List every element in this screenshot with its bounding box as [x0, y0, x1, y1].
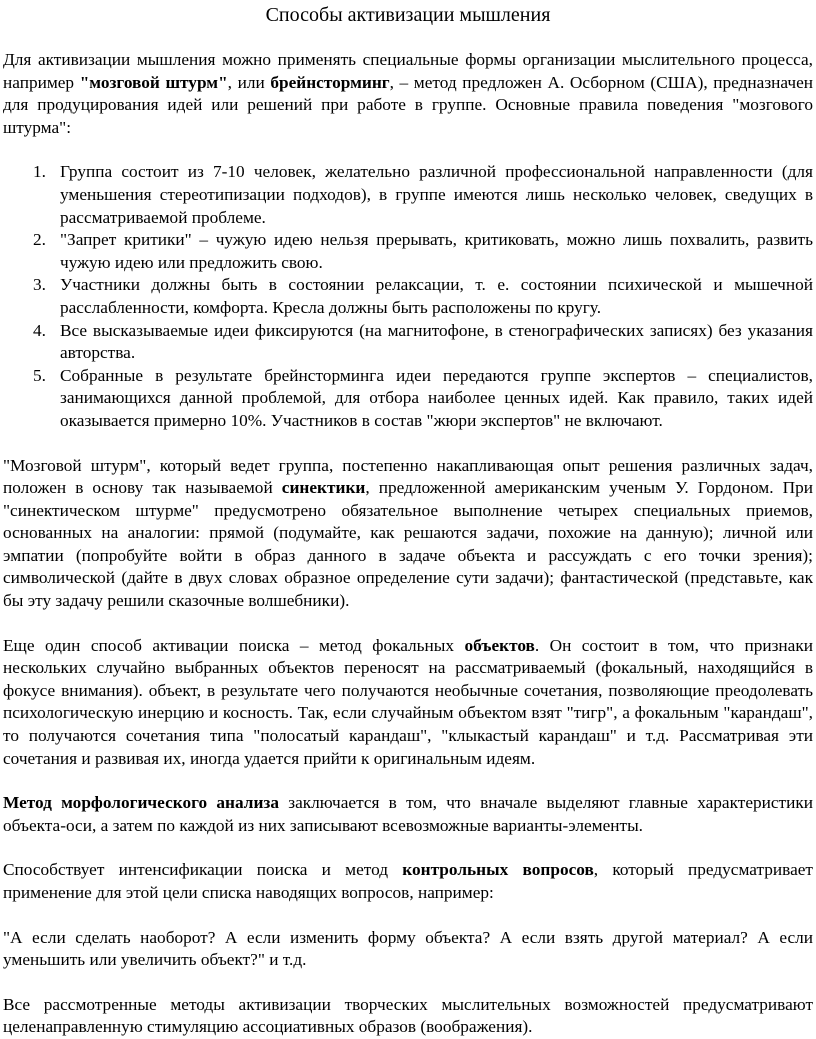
- focal-objects-paragraph: [3, 635, 813, 771]
- list-item-number: 5.: [33, 365, 46, 385]
- list-item-text: Собранные в результате брейнсторминга идеи передаются группе экспертов – специалистов, занимающихся данной проблемой, для отбора наиболее ценных идей. Как правило, таких идей оказывается примерно 10%. Участников в состав "жюри экспертов" не включают.: [60, 365, 813, 430]
- list-item: [3, 274, 813, 319]
- list-item-text: Все высказываемые идеи фиксируются (на магнитофоне, в стенографических записях) без указания авторства.: [60, 320, 813, 363]
- morph-term: Метод морфологического анализа: [3, 793, 280, 813]
- intro-term-brainstorming: брейнсторминг: [270, 72, 390, 92]
- control-text-1: Способствует интенсификации поиска и метод: [3, 860, 403, 880]
- synectics-term: синектики: [281, 478, 366, 498]
- list-item-number: 2.: [33, 230, 46, 250]
- intro-text-3: , – метод предложен А. Осборном (США), предназначен для продуцирования идей или решений при работе в группе. Основные правила поведения "мозгового штурма":: [3, 72, 813, 137]
- list-item-number: 3.: [33, 275, 46, 295]
- rules-list: [3, 161, 813, 432]
- intro-paragraph: [3, 49, 813, 139]
- morph-text: заключается в том, что вначале выделяют главные характеристики объекта-оси, а затем по каждой из них записывают всевозможные варианты-элементы.: [3, 793, 813, 835]
- synectics-text-2: , предложенной американским ученым У. Гордоном. При "синектическом штурме" предусмотрено обязательное выполнение четырех специальных приемов, основанных на аналогии: прямой (подумайте, как решаются задачи, похожие на данную); личной или эмпатии (попробуйте войти в образ данного в задаче объекта и рассуждать с его точки зрения); символической (дайте в двух словах образное определение сути задачи); фантастической (представьте, как бы эту задачу решили сказочные волшебники).: [3, 478, 813, 611]
- example-questions-paragraph: "А если сделать наоборот? А если изменить форму объекта? А если взять другой материал? А если уменьшить или увеличить объект?" и т.д.: [3, 927, 813, 970]
- intro-text-2: , или: [227, 72, 271, 92]
- synectics-paragraph: [3, 455, 813, 613]
- list-item: [3, 320, 813, 365]
- synectics-text-1: "Мозговой штурм", который ведет группа, постепенно накапливающая опыт решения различных задач, положен в основу так называемой: [3, 455, 813, 498]
- control-questions-paragraph: [3, 859, 813, 904]
- control-text-2: , который предусматривает применение для этой цели списка наводящих вопросов, например:: [3, 860, 813, 902]
- focal-term: объектов: [464, 635, 535, 655]
- list-item-number: 1.: [33, 162, 46, 182]
- intro-term-brainstorm: "мозговой штурм": [79, 72, 228, 92]
- conclusion-paragraph: Все рассмотренные методы активизации творческих мыслительных возможностей предусматривают целенаправленную стимуляцию ассоциативных образов (воображения).: [3, 994, 813, 1037]
- list-item-text: "Запрет критики" – чужую идею нельзя прерывать, критиковать, можно лишь похвалить, развить чужую идею или предложить свою.: [60, 230, 813, 272]
- list-item: [3, 161, 813, 229]
- list-item-text: Группа состоит из 7-10 человек, желательно различной профессиональной направленности (для уменьшения стереотипизации подходов), в группе имеются лишь несколько человек, сведущих в рассматриваемой проблеме.: [60, 162, 813, 227]
- list-item: [3, 229, 813, 274]
- control-term: контрольных вопросов: [402, 860, 594, 880]
- page-title: Способы активизации мышления: [265, 4, 551, 26]
- list-item: [3, 365, 813, 433]
- focal-text-2: . Он состоит в том, что признаки нескольких случайно выбранных объектов переносят на рассматриваемый (фокальный, находящийся в фокусе внимания). объект, в результате чего получаются необычные сочетания, позволяющие преодолевать психологическую инерцию и косность. Так, если случайным объектом взят "тигр", а фокальным "карандаш", то получаются сочетания типа "полосатый карандаш", "клыкастый карандаш" и т.д. Рассматривая эти сочетания и развивая их, иногда удается прийти к оригинальным идеям.: [3, 635, 813, 768]
- list-item-number: 4.: [33, 320, 46, 340]
- intro-text-1: Для активизации мышления можно применять специальные формы организации мыслительного процесса, например: [3, 50, 813, 92]
- list-item-text: Участники должны быть в состоянии релаксации, т. е. состоянии психической и мышечной расслабленности, комфорта. Кресла должны быть расположены по кругу.: [60, 275, 813, 317]
- focal-text-1: Еще один способ активации поиска – метод фокальных: [3, 635, 465, 655]
- morphological-analysis-paragraph: [3, 792, 813, 837]
